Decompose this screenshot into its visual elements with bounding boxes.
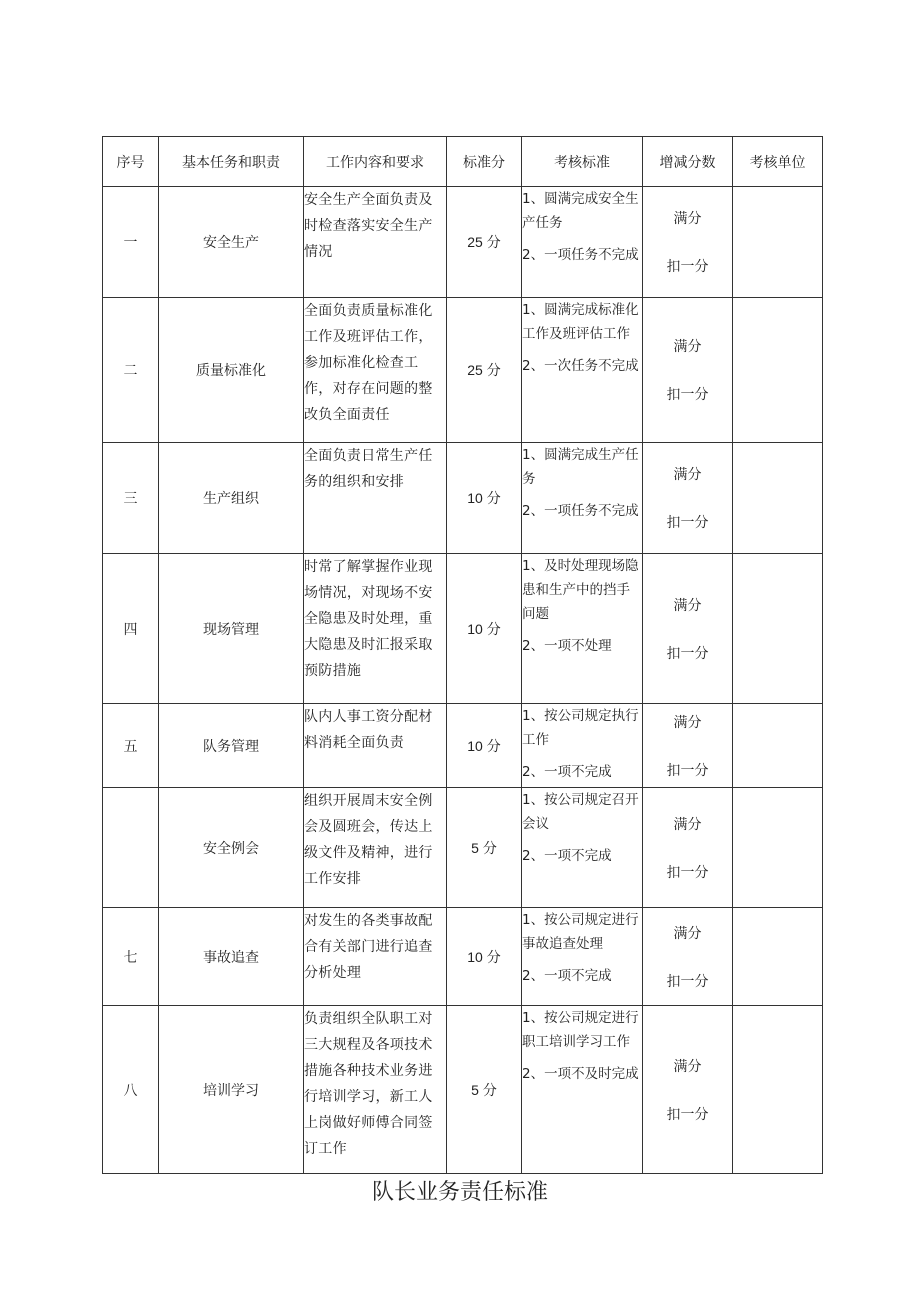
row-adjust	[643, 908, 733, 1006]
row-adjust	[643, 554, 733, 704]
adjust-full-score: 满分	[673, 467, 702, 483]
row-content: 全面负责质量标准化工作及班评估工作，参加标准化检查工作，对存在问题的整改负全面责任	[304, 298, 447, 443]
row-task: 生产组织	[159, 443, 304, 554]
adjust-full-score: 满分	[673, 211, 702, 227]
row-content: 安全生产全面负责及时检查落实安全生产情况	[304, 187, 447, 298]
row-number: 一	[103, 187, 159, 298]
table-row	[103, 704, 823, 788]
adjust-full-score: 满分	[673, 816, 702, 833]
row-score: 10 分	[447, 704, 522, 788]
row-unit	[733, 187, 823, 298]
row-adjust	[643, 443, 733, 554]
row-content: 负责组织全队职工对三大规程及各项技术措施各种技术业务进行培训学习，新工人上岗做好师傅合同签订工作	[304, 1006, 447, 1174]
adjust-deduct: 扣一分	[666, 762, 709, 779]
row-score: 10 分	[447, 908, 522, 1006]
row-unit	[733, 554, 823, 704]
assessment-table	[102, 136, 823, 1174]
row-unit	[733, 1006, 823, 1174]
criteria-line: 1、按公司规定进行职工培训学习工作	[522, 1010, 639, 1050]
row-criteria	[522, 443, 643, 554]
adjust-full-score: 满分	[673, 597, 702, 614]
criteria-line: 1、圆满完成安全生产任务	[522, 191, 639, 231]
row-task: 质量标准化	[159, 298, 304, 443]
header-unit: 考核单位	[733, 137, 823, 187]
adjust-deduct: 扣一分	[666, 973, 709, 990]
row-criteria	[522, 298, 643, 443]
adjust-full-score: 满分	[673, 339, 702, 355]
row-unit	[733, 908, 823, 1006]
row-criteria	[522, 704, 643, 788]
row-task: 队务管理	[159, 704, 304, 788]
header-row	[103, 137, 823, 187]
row-number: 五	[103, 704, 159, 788]
row-unit	[733, 788, 823, 908]
row-adjust	[643, 298, 733, 443]
criteria-line: 1、按公司规定进行事故追查处理	[522, 912, 639, 952]
criteria-line: 2、一项任务不完成	[522, 503, 639, 519]
adjust-deduct: 扣一分	[666, 515, 709, 531]
row-number	[103, 788, 159, 908]
row-content: 时常了解掌握作业现场情况，对现场不安全隐患及时处理，重大隐患及时汇报采取预防措施	[304, 554, 447, 704]
criteria-line: 2、一项不完成	[522, 848, 612, 864]
row-score: 10 分	[447, 443, 522, 554]
table-row	[103, 187, 823, 298]
criteria-line: 2、一次任务不完成	[522, 358, 639, 374]
row-score: 5 分	[447, 1006, 522, 1174]
row-unit	[733, 298, 823, 443]
adjust-deduct: 扣一分	[666, 387, 709, 403]
criteria-line: 1、及时处理现场隐患和生产中的挡手问题	[522, 558, 639, 622]
row-score: 25 分	[447, 298, 522, 443]
criteria-line: 2、一项任务不完成	[522, 247, 639, 263]
table-row	[103, 298, 823, 443]
criteria-line: 1、按公司规定召开会议	[522, 792, 639, 832]
row-number: 四	[103, 554, 159, 704]
row-unit	[733, 704, 823, 788]
row-score: 5 分	[447, 788, 522, 908]
row-adjust	[643, 187, 733, 298]
row-score: 25 分	[447, 187, 522, 298]
row-number: 七	[103, 908, 159, 1006]
adjust-full-score: 满分	[673, 1058, 702, 1075]
adjust-deduct: 扣一分	[666, 259, 709, 275]
caption-text: 队长业务责任标准	[371, 1180, 548, 1202]
header-score: 标准分	[447, 137, 522, 187]
row-task: 安全例会	[159, 788, 304, 908]
row-criteria	[522, 908, 643, 1006]
table-row	[103, 908, 823, 1006]
table-row	[103, 788, 823, 908]
row-task: 培训学习	[159, 1006, 304, 1174]
row-task: 现场管理	[159, 554, 304, 704]
header-no: 序号	[103, 137, 159, 187]
row-criteria	[522, 788, 643, 908]
criteria-line: 1、按公司规定执行工作	[522, 708, 639, 748]
criteria-line: 1、圆满完成生产任务	[522, 447, 639, 487]
row-number: 八	[103, 1006, 159, 1174]
header-task: 基本任务和职责	[159, 137, 304, 187]
adjust-full-score: 满分	[673, 714, 702, 731]
criteria-line: 2、一项不完成	[522, 968, 612, 984]
row-content: 队内人事工资分配材料消耗全面负责	[304, 704, 447, 788]
header-criteria: 考核标准	[522, 137, 643, 187]
table-row	[103, 1006, 823, 1174]
row-task: 安全生产	[159, 187, 304, 298]
row-criteria	[522, 554, 643, 704]
criteria-line: 2、一项不及时完成	[522, 1066, 639, 1082]
header-content: 工作内容和要求	[304, 137, 447, 187]
row-task: 事故追查	[159, 908, 304, 1006]
criteria-line: 1、圆满完成标准化工作及班评估工作	[522, 302, 639, 342]
row-criteria	[522, 187, 643, 298]
header-adjust: 增减分数	[643, 137, 733, 187]
adjust-deduct: 扣一分	[666, 645, 709, 662]
adjust-deduct: 扣一分	[666, 864, 709, 881]
row-number: 二	[103, 298, 159, 443]
criteria-line: 2、一项不完成	[522, 764, 612, 780]
row-adjust	[643, 788, 733, 908]
adjust-deduct: 扣一分	[666, 1106, 709, 1123]
table-row	[103, 554, 823, 704]
row-content: 全面负责日常生产任务的组织和安排	[304, 443, 447, 554]
row-content: 组织开展周末安全例会及圆班会，传达上级文件及精神，进行工作安排	[304, 788, 447, 908]
row-criteria	[522, 1006, 643, 1174]
adjust-full-score: 满分	[673, 925, 702, 942]
row-content: 对发生的各类事故配合有关部门进行追查分析处理	[304, 908, 447, 1006]
row-score: 10 分	[447, 554, 522, 704]
row-adjust	[643, 704, 733, 788]
row-unit	[733, 443, 823, 554]
table-row	[103, 443, 823, 554]
criteria-line: 2、一项不处理	[522, 638, 612, 654]
row-number: 三	[103, 443, 159, 554]
document-caption	[0, 1176, 920, 1202]
row-adjust	[643, 1006, 733, 1174]
